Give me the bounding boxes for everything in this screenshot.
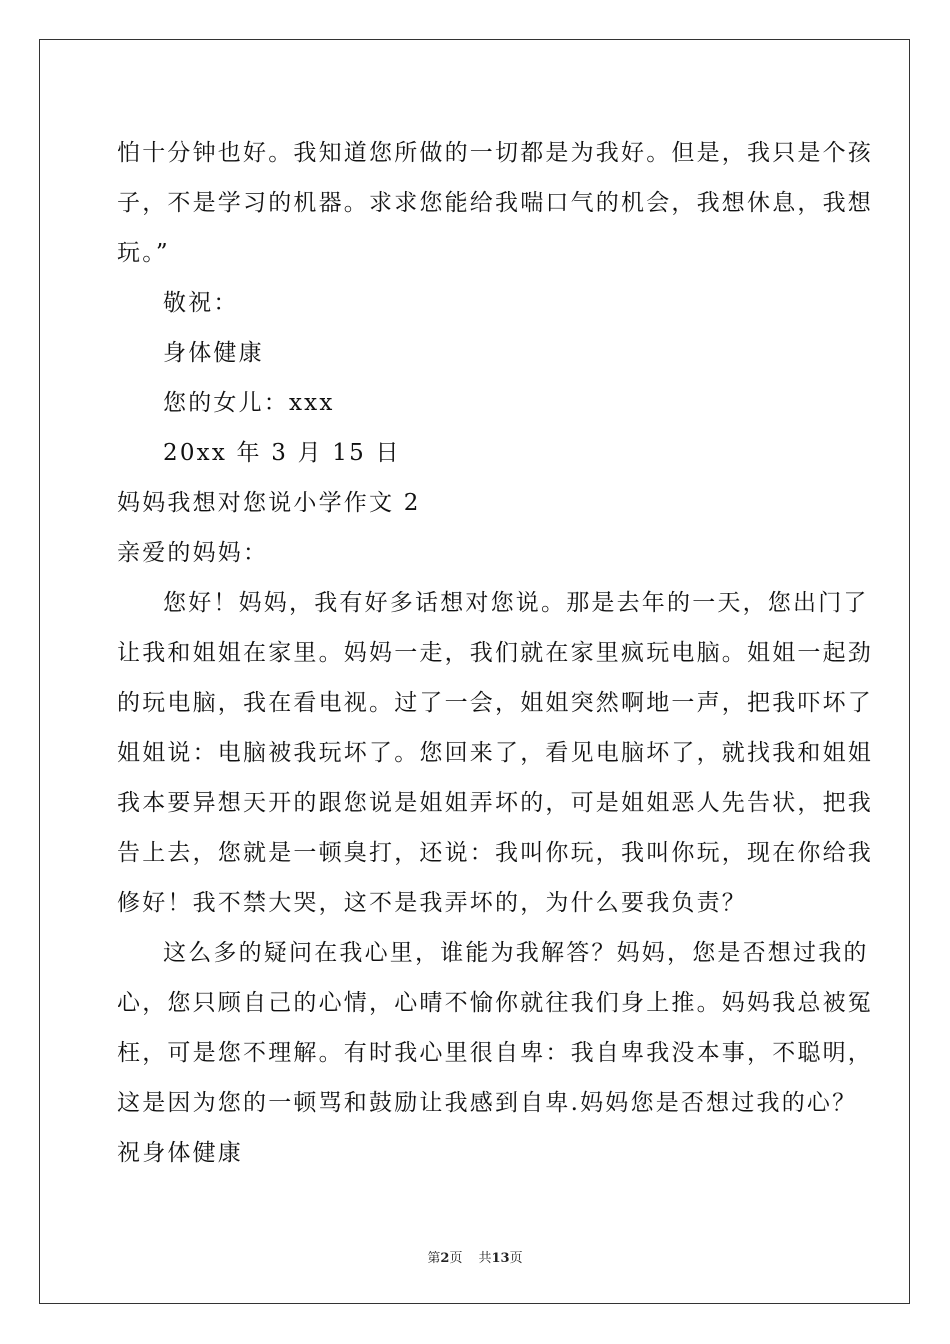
page-footer [0,1247,950,1266]
page-current-number: 2 [440,1251,450,1266]
text-line: 玩。” [117,240,170,266]
closing-salutation: 敬祝： [163,290,239,316]
text-line: 我本要异想天开的跟您说是姐姐弄坏的，可是姐姐恶人先告状，把我 [117,790,873,816]
section-title: 妈妈我想对您说小学作文 2 [117,490,421,516]
text-line: 的玩电脑，我在看电视。过了一会，姐姐突然啊地一声，把我吓坏了 [117,690,873,716]
page-suffix: 页 [449,1251,463,1266]
text-line: 祝身体健康 [117,1140,243,1166]
text-line: 怕十分钟也好。我知道您所做的一切都是为我好。但是，我只是个孩 [117,140,873,166]
paragraph-start: 您好！妈妈，我有好多话想对您说。那是去年的一天，您出门了 [163,590,869,616]
text-line: 姐姐说：电脑被我玩坏了。您回来了，看见电脑坏了，就找我和姐姐 [117,740,873,766]
signature-line: 您的女儿：xxx [163,390,335,416]
paragraph-start: 这么多的疑问在我心里，谁能为我解答？妈妈，您是否想过我的 [163,940,869,966]
page-prefix: 第 [427,1251,441,1266]
closing-wish: 身体健康 [163,340,264,366]
text-line: 子，不是学习的机器。求求您能给我喘口气的机会，我想休息，我想 [117,190,873,216]
text-line: 让我和姐姐在家里。妈妈一走，我们就在家里疯玩电脑。姐姐一起劲 [117,640,873,666]
page-total-number: 13 [491,1251,510,1266]
text-line: 告上去，您就是一顿臭打，还说：我叫你玩，我叫你玩，现在你给我 [117,840,873,866]
total-suffix: 页 [509,1251,523,1266]
document-body [117,128,873,1178]
text-line: 修好！我不禁大哭，这不是我弄坏的，为什么要我负责？ [117,890,747,916]
greeting-line: 亲爱的妈妈： [117,540,269,566]
total-prefix: 共 [478,1251,492,1266]
text-line: 这是因为您的一顿骂和鼓励让我感到自卑.妈妈您是否想过我的心？ [117,1090,858,1116]
date-line: 20xx 年 3 月 15 日 [163,440,401,466]
text-line: 心，您只顾自己的心情，心晴不愉你就往我们身上推。妈妈我总被冤 [117,990,873,1016]
text-line: 枉，可是您不理解。有时我心里很自卑：我自卑我没本事，不聪明， [117,1040,873,1066]
